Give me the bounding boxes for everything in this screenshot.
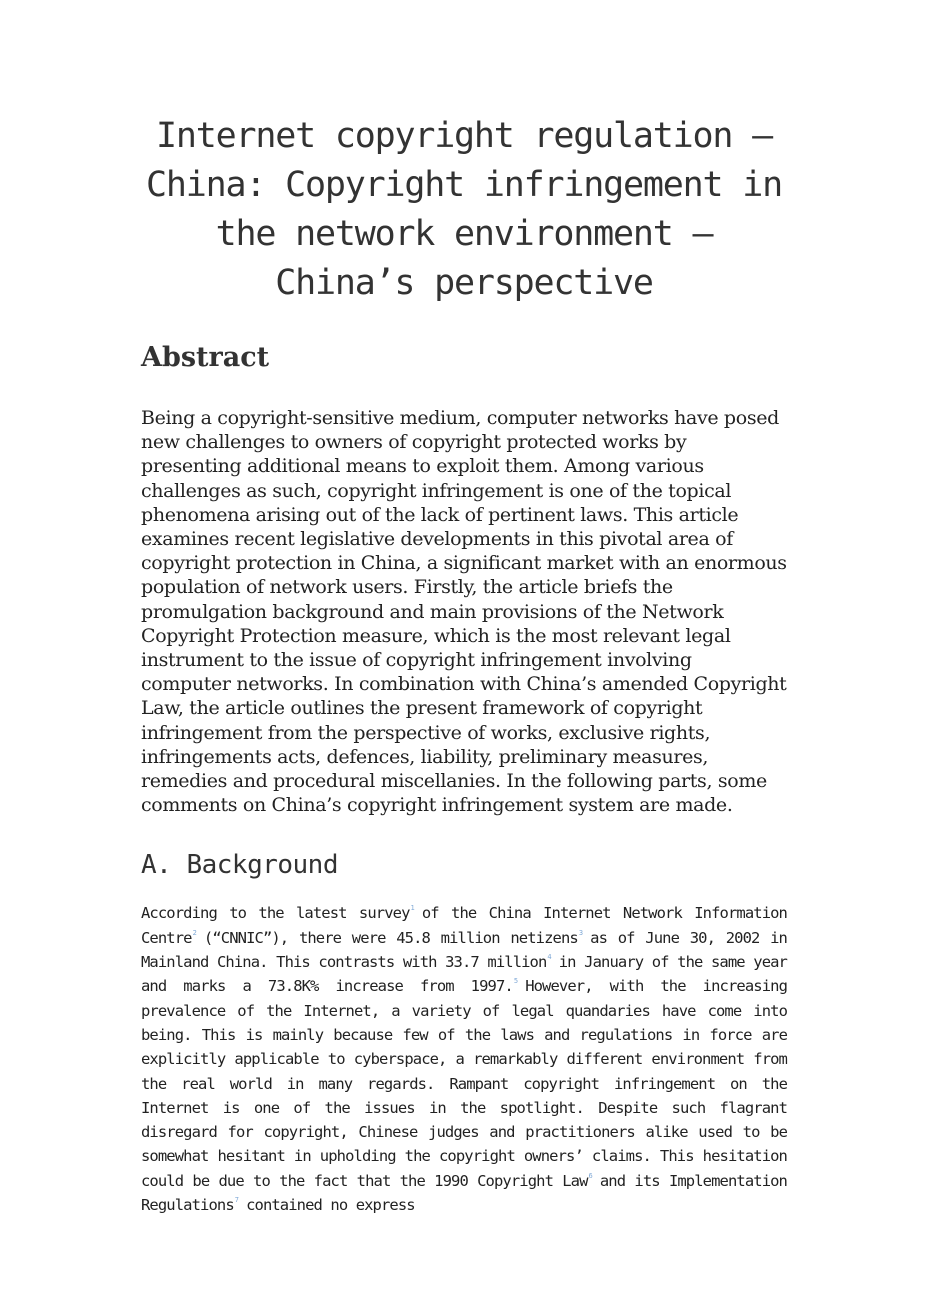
background-paragraph	[141, 901, 787, 1217]
background-text-segment: However, with the increasing prevalence of the Internet, a variety of legal quandaries have come into being. This is mainly because few of the laws and regulations in force are explicitly applicable to cyberspace, a remarkably different environment from the real world in many regards. Rampant copyright infringement on the Internet is one of the issues in the spotlight. Despite such flagrant disregard for copyright, Chinese judges and practitioners alike used to be somewhat hesitant in upholding the copyright owners’ claims. This hesitation could be due to the fact that the 1990 Copyright Law	[141, 977, 787, 1190]
background-text-segment: and its Implementation Regulations	[141, 1171, 787, 1215]
background-text-segment: contained no express	[246, 1196, 415, 1215]
article-title: Internet copyright regulation — China: Copyright infringement in the network environment — China’s perspective	[146, 116, 782, 303]
footnote-marker[interactable]: 4	[547, 953, 551, 962]
footnote-marker[interactable]: 3	[578, 928, 583, 937]
document-page	[141, 112, 787, 1217]
footnote-marker[interactable]: 7	[234, 1196, 239, 1205]
background-text-segment: According to the latest survey	[141, 904, 410, 923]
footnote-marker[interactable]: 2	[192, 928, 196, 937]
footnote-marker[interactable]: 5	[513, 977, 518, 986]
background-text-segment: (“CNNIC”), there were 45.8 million netizens	[203, 928, 578, 947]
section-heading-background: A. Background	[141, 850, 338, 881]
background-text-segment: as of June 30, 2002 in Mainland China. This contrasts with 33.7 million	[141, 928, 787, 972]
background-text-segment: of the China Internet Network Information Centre	[141, 904, 787, 947]
footnote-marker[interactable]: 1	[410, 904, 414, 913]
abstract-text: Being a copyright-sensitive medium, computer networks have posed new challenges to owners of copyright protected works by presenting additional means to exploit them. Among various challenges as such, copyright infringement is one of the topical phenomena arising out of the lack of pertinent laws. This article examines recent legislative developments in this pivotal area of copyright protection in China, a significant market with an enormous population of network users. Firstly, the article briefs the promulgation background and main provisions of the Network Copyright Protection measure, which is the most relevant legal instrument to the issue of copyright infringement involving computer networks. In combination with China’s amended Copyright Law, the article outlines the present framework of copyright infringement from the perspective of works, exclusive rights, infringements acts, defences, liability, preliminary measures, remedies and procedural miscellanies. In the following parts, some comments on China’s copyright infringement system are made.	[141, 407, 787, 817]
background-text-segment: in January of the same year and marks a 73.8K% increase from 1997.	[141, 953, 787, 996]
footnote-marker[interactable]: 6	[588, 1171, 592, 1180]
abstract-heading: Abstract	[141, 342, 270, 373]
